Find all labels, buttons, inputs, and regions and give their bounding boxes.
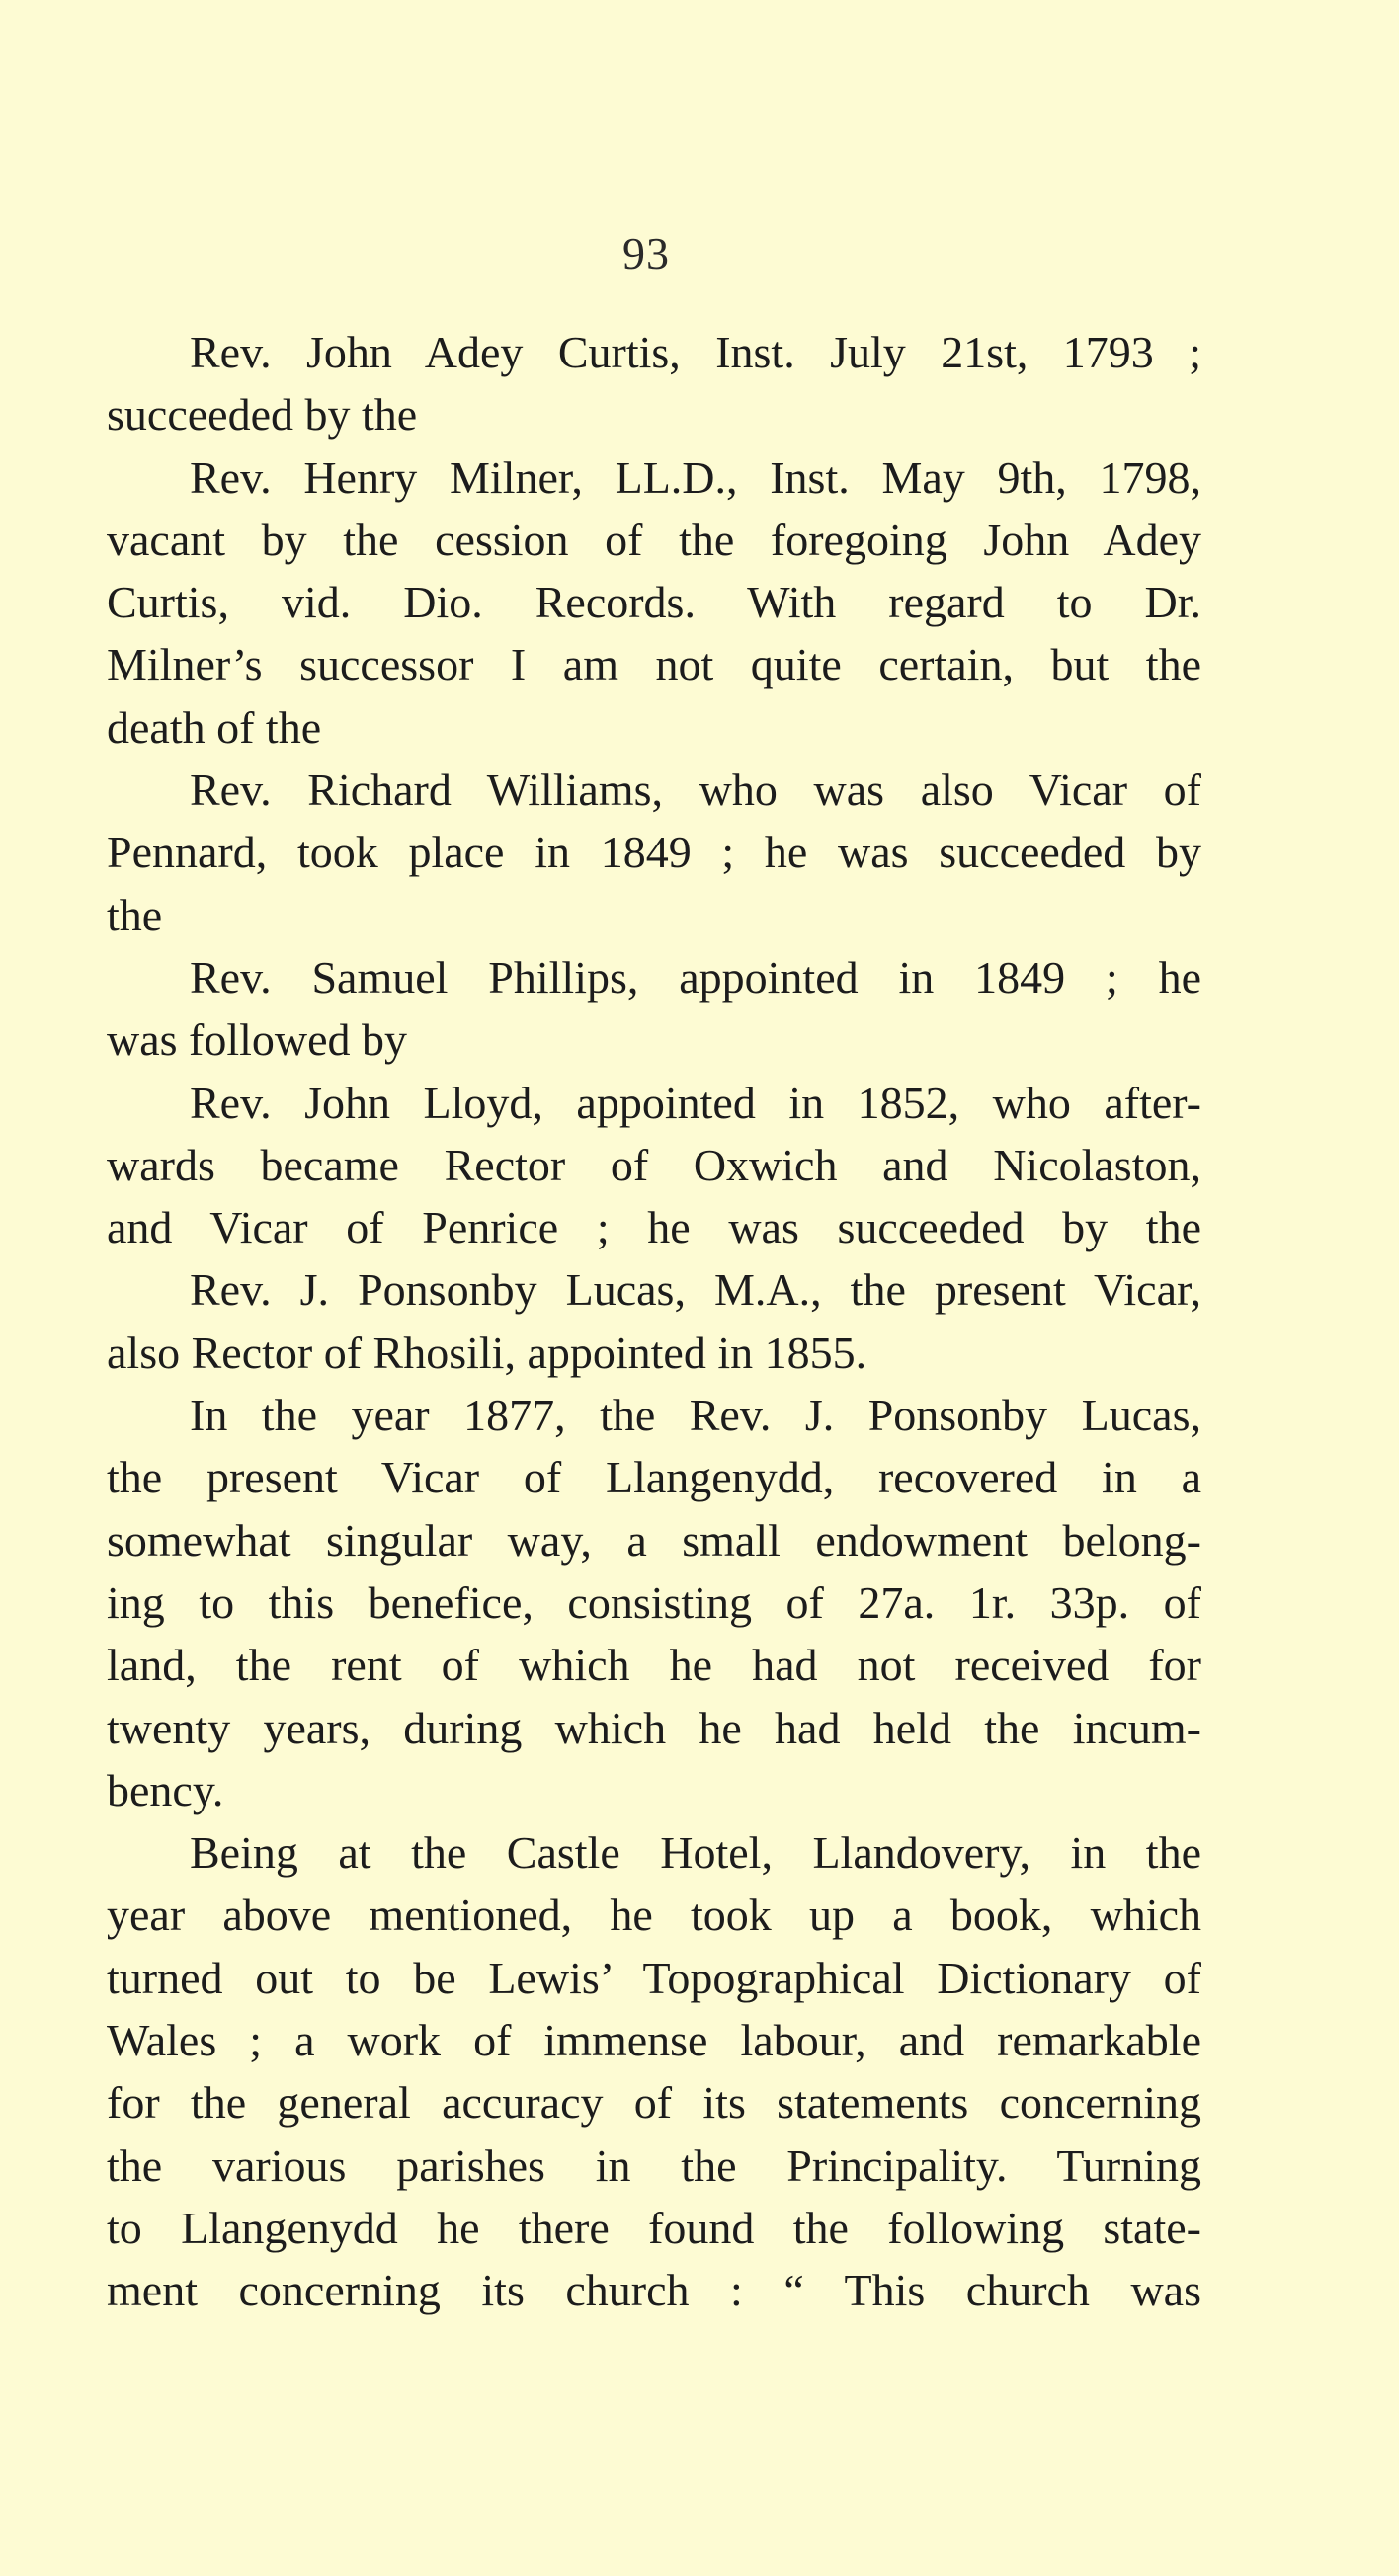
page-number: 93 <box>622 228 670 279</box>
text-line: vacant by the cession of the foregoing John Adey <box>107 514 1201 565</box>
text-line: ment concerning its church : “ This church was <box>107 2265 1201 2316</box>
text-line: death of the <box>107 701 322 753</box>
text-line: In the year 1877, the Rev. J. Ponsonby Lucas, <box>190 1390 1201 1441</box>
body-text <box>107 321 1201 2322</box>
text-line: for the general accuracy of its statements concerning <box>107 2077 1201 2129</box>
text-line: twenty years, during which he had held the incum- <box>107 1702 1201 1753</box>
text-line: to Llangenydd he there found the following state- <box>107 2202 1201 2253</box>
text-line: the present Vicar of Llangenydd, recovered in a <box>107 1452 1201 1503</box>
text-line: turned out to be Lewis’ Topographical Dictionary of <box>107 1952 1201 2003</box>
text-line: Milner’s successor I am not quite certain, but the <box>107 639 1201 690</box>
text-line: Rev. Henry Milner, LL.D., Inst. May 9th, 1798, <box>190 451 1201 503</box>
text-line: also Rector of Rhosili, appointed in 1855. <box>107 1327 867 1378</box>
text-line: Rev. John Lloyd, appointed in 1852, who after- <box>190 1077 1201 1128</box>
text-line: succeeded by the <box>107 389 418 441</box>
text-line: Pennard, took place in 1849 ; he was succeeded by <box>107 827 1201 878</box>
text-line: and Vicar of Penrice ; he was succeeded by the <box>107 1202 1201 1253</box>
text-line: bency. <box>107 1764 224 1815</box>
text-line: Rev. John Adey Curtis, Inst. July 21st, 1793 ; <box>190 327 1201 377</box>
text-line: land, the rent of which he had not received for <box>107 1640 1201 1691</box>
text-line: wards became Rector of Oxwich and Nicolaston, <box>107 1139 1201 1190</box>
text-line: Rev. J. Ponsonby Lucas, M.A., the present Vicar, <box>190 1264 1201 1316</box>
text-line: year above mentioned, he took up a book, which <box>107 1890 1201 1941</box>
text-line: somewhat singular way, a small endowment belong- <box>107 1514 1201 1566</box>
text-line: the various parishes in the Principality. Turning <box>107 2139 1201 2191</box>
text-line: Rev. Samuel Phillips, appointed in 1849 ; he <box>190 951 1201 1003</box>
text-line: Wales ; a work of immense labour, and remarkable <box>107 2015 1201 2066</box>
text-line: ing to this benefice, consisting of 27a. 1r. 33p. of <box>107 1576 1201 1628</box>
text-line: was followed by <box>107 1014 408 1066</box>
text-line: the <box>107 889 163 940</box>
text-line: Being at the Castle Hotel, Llandovery, in the <box>190 1827 1201 1879</box>
text-line: Curtis, vid. Dio. Records. With regard to Dr. <box>107 577 1201 628</box>
text-line: Rev. Richard Williams, who was also Vicar of <box>190 765 1201 816</box>
